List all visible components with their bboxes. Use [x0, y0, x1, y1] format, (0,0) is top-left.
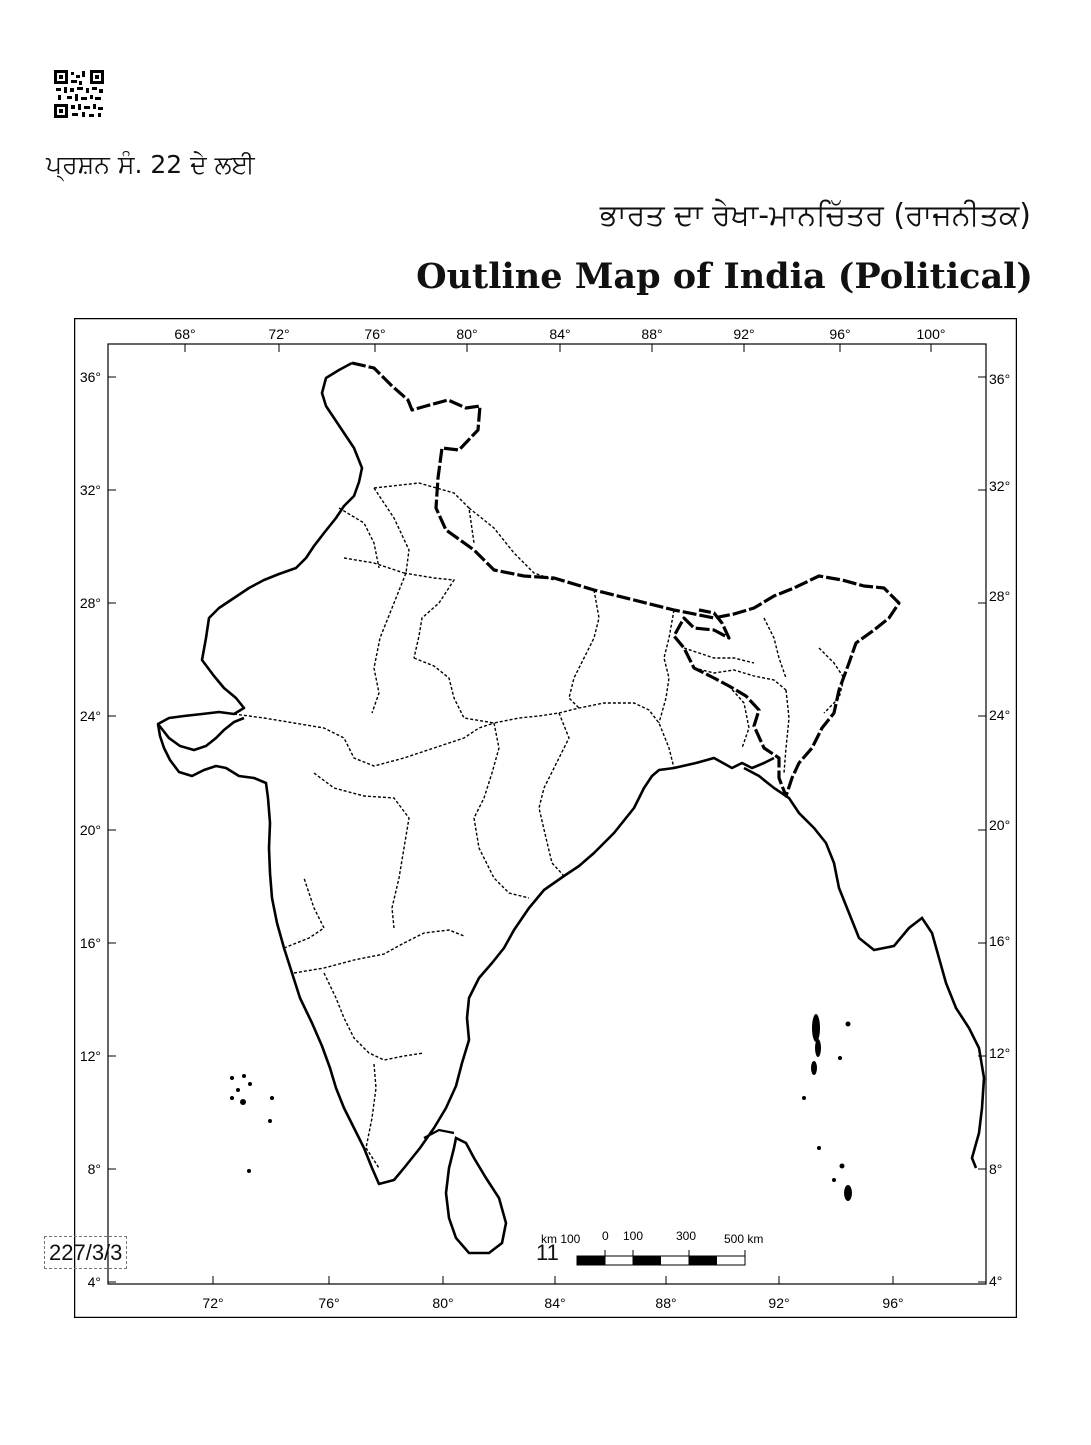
lon-label-bottom: 72° — [202, 1295, 224, 1311]
lat-label-left: 24° — [79, 708, 101, 724]
lon-label-bottom: 76° — [318, 1295, 340, 1311]
map-title-punjabi: ਭਾਰਤ ਦਾ ਰੇਖਾ-ਮਾਨਚਿੱਤਰ (ਰਾਜਨੀਤਕ) — [599, 198, 1031, 233]
qr-code — [54, 70, 104, 118]
lat-label-right: 36° — [989, 371, 1011, 387]
scale-label: 0 — [602, 1229, 609, 1243]
lat-label-right: 12° — [989, 1045, 1011, 1061]
lon-label-top: 88° — [641, 326, 663, 342]
map-title-english: Outline Map of India (Political) — [416, 256, 1033, 297]
lon-label-bottom: 92° — [768, 1295, 790, 1311]
lon-label-top: 100° — [916, 326, 946, 342]
lat-label-left: 32° — [79, 482, 101, 498]
lat-label-right: 28° — [989, 588, 1011, 604]
lon-label-top: 80° — [456, 326, 478, 342]
lon-label-bottom: 80° — [432, 1295, 454, 1311]
lat-label-right: 24° — [989, 707, 1011, 723]
paper-code: 227/3/3 — [44, 1236, 127, 1269]
scale-label: km 100 — [541, 1232, 581, 1246]
lon-label-top: 96° — [829, 326, 851, 342]
lat-label-left: 20° — [79, 822, 101, 838]
lon-label-bottom: 84° — [544, 1295, 566, 1311]
lat-label-left: 36° — [79, 369, 101, 385]
lat-label-right: 16° — [989, 933, 1011, 949]
question-reference: ਪ੍ਰਸ਼ਨ ਸੰ. 22 ਦੇ ਲਈ — [46, 150, 255, 179]
lon-label-top: 76° — [364, 326, 386, 342]
lat-label-left: 28° — [79, 595, 101, 611]
scale-label: 500 km — [724, 1232, 764, 1246]
lat-label-right: 4° — [989, 1273, 1003, 1289]
lon-label-top: 92° — [733, 326, 755, 342]
lon-label-bottom: 96° — [882, 1295, 904, 1311]
page-number: 11 — [536, 1240, 559, 1265]
lon-label-top: 68° — [174, 326, 196, 342]
lat-label-left: 12° — [79, 1048, 101, 1064]
lon-label-top: 72° — [268, 326, 290, 342]
lon-label-top: 84° — [549, 326, 571, 342]
scale-label: 100 — [623, 1229, 644, 1243]
lat-label-right: 20° — [989, 817, 1011, 833]
india-outline-map — [74, 318, 1017, 1318]
lat-label-left: 8° — [87, 1161, 101, 1177]
lat-label-right: 8° — [989, 1161, 1003, 1177]
scale-label: 300 — [676, 1229, 697, 1243]
lat-label-left: 16° — [79, 935, 101, 951]
lat-label-left: 4° — [87, 1274, 101, 1290]
lon-label-bottom: 88° — [655, 1295, 677, 1311]
lat-label-right: 32° — [989, 478, 1011, 494]
